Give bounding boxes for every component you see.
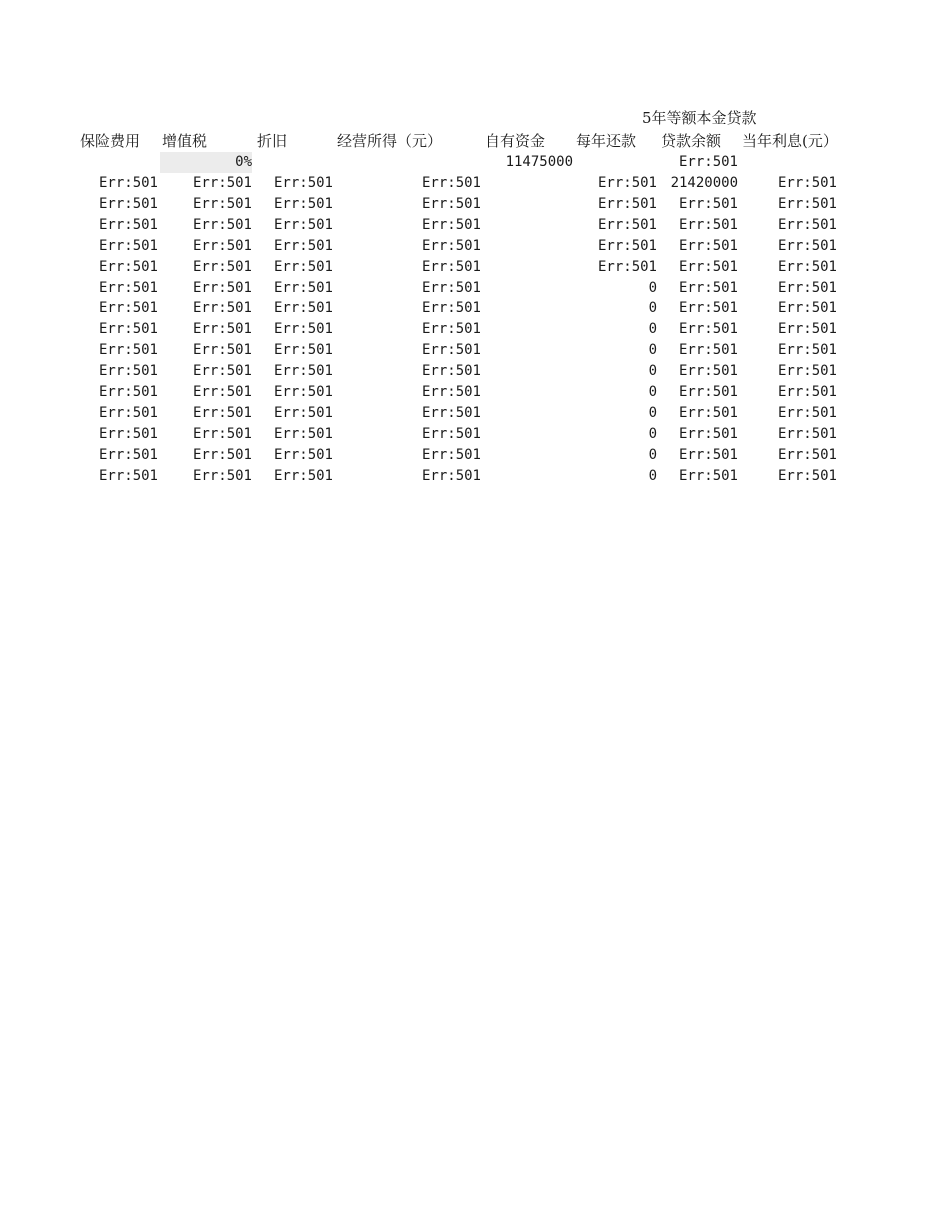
cell-operating-income[interactable]: Err:501 (421, 300, 481, 317)
cell-interest[interactable]: Err:501 (777, 363, 837, 380)
vat-rate-cell[interactable]: 0% (160, 152, 252, 173)
cell-operating-income[interactable]: Err:501 (421, 258, 481, 275)
cell-interest[interactable]: Err:501 (777, 195, 837, 212)
cell-operating-income[interactable]: Err:501 (421, 175, 481, 191)
cell-insurance[interactable]: Err:501 (98, 195, 158, 212)
loan-balance-initial-cell[interactable]: Err:501 (678, 154, 738, 170)
cell-depreciation[interactable]: Err:501 (273, 258, 333, 275)
cell-depreciation[interactable]: Err:501 (273, 425, 333, 442)
header-loan-balance: 贷款余额 (661, 132, 722, 150)
cell-depreciation[interactable]: Err:501 (273, 321, 333, 338)
cell-insurance[interactable]: Err:501 (98, 404, 158, 421)
cell-operating-income[interactable]: Err:501 (421, 237, 481, 254)
cell-annual-repayment[interactable]: 0 (648, 321, 657, 338)
cell-loan-balance[interactable]: Err:501 (678, 342, 738, 359)
own-capital-cell[interactable]: 11475000 (505, 154, 573, 170)
cell-insurance[interactable]: Err:501 (98, 279, 158, 296)
cell-operating-income[interactable]: Err:501 (421, 321, 481, 338)
cell-operating-income[interactable]: Err:501 (421, 404, 481, 421)
cell-annual-repayment[interactable]: Err:501 (597, 258, 657, 275)
cell-insurance[interactable]: Err:501 (98, 237, 158, 254)
cell-operating-income[interactable]: Err:501 (421, 279, 481, 296)
cell-vat[interactable]: Err:501 (192, 321, 252, 338)
cell-operating-income[interactable]: Err:501 (421, 384, 481, 400)
cell-depreciation[interactable]: Err:501 (273, 195, 333, 212)
cell-insurance[interactable]: Err:501 (98, 425, 158, 442)
cell-annual-repayment[interactable]: 0 (648, 363, 657, 380)
cell-annual-repayment[interactable]: 0 (648, 300, 657, 317)
cell-depreciation[interactable]: Err:501 (273, 300, 333, 317)
cell-loan-balance[interactable]: Err:501 (678, 363, 738, 380)
cell-insurance[interactable]: Err:501 (98, 467, 158, 484)
cell-interest[interactable]: Err:501 (777, 237, 837, 254)
cell-insurance[interactable]: Err:501 (98, 446, 158, 463)
cell-operating-income[interactable]: Err:501 (421, 195, 481, 212)
cell-vat[interactable]: Err:501 (192, 425, 252, 442)
cell-insurance[interactable]: Err:501 (98, 363, 158, 380)
cell-annual-repayment[interactable]: Err:501 (597, 237, 657, 254)
cell-vat[interactable]: Err:501 (192, 446, 252, 463)
cell-insurance[interactable]: Err:501 (98, 216, 158, 233)
cell-depreciation[interactable]: Err:501 (273, 404, 333, 421)
header-own-capital: 自有资金 (485, 132, 546, 150)
cell-operating-income[interactable]: Err:501 (421, 446, 481, 463)
cell-vat[interactable]: Err:501 (192, 195, 252, 212)
cell-loan-balance[interactable]: Err:501 (678, 279, 738, 296)
cell-annual-repayment[interactable]: 0 (648, 342, 657, 359)
cell-annual-repayment[interactable]: Err:501 (597, 195, 657, 212)
cell-insurance[interactable]: Err:501 (98, 342, 158, 359)
cell-interest[interactable]: Err:501 (777, 342, 837, 359)
cell-interest[interactable]: Err:501 (777, 425, 837, 442)
cell-annual-repayment[interactable]: Err:501 (597, 175, 657, 191)
cell-annual-repayment[interactable]: 0 (648, 384, 657, 400)
cell-vat[interactable]: Err:501 (192, 467, 252, 484)
cell-loan-balance[interactable]: Err:501 (678, 237, 738, 254)
cell-vat[interactable]: Err:501 (192, 363, 252, 380)
cell-interest[interactable]: Err:501 (777, 384, 837, 400)
cell-vat[interactable]: Err:501 (192, 175, 252, 191)
cell-depreciation[interactable]: Err:501 (273, 216, 333, 233)
cell-vat[interactable]: Err:501 (192, 404, 252, 421)
header-depreciation: 折旧 (257, 132, 288, 150)
cell-vat[interactable]: Err:501 (192, 258, 252, 275)
cell-operating-income[interactable]: Err:501 (421, 342, 481, 359)
cell-depreciation[interactable]: Err:501 (273, 342, 333, 359)
cell-interest[interactable]: Err:501 (777, 300, 837, 317)
cell-vat[interactable]: Err:501 (192, 342, 252, 359)
cell-vat[interactable]: Err:501 (192, 279, 252, 296)
cell-loan-balance[interactable]: Err:501 (678, 216, 738, 233)
cell-operating-income[interactable]: Err:501 (421, 216, 481, 233)
cell-depreciation[interactable]: Err:501 (273, 237, 333, 254)
header-annual-repayment: 每年还款 (576, 132, 637, 150)
cell-annual-repayment[interactable]: 0 (648, 404, 657, 421)
cell-loan-balance[interactable]: Err:501 (678, 321, 738, 338)
loan-group-header: 5年等额本金贷款 (642, 109, 757, 127)
cell-loan-balance[interactable]: Err:501 (678, 404, 738, 421)
cell-vat[interactable]: Err:501 (192, 384, 252, 400)
cell-vat[interactable]: Err:501 (192, 216, 252, 233)
cell-operating-income[interactable]: Err:501 (421, 363, 481, 380)
cell-loan-balance[interactable]: Err:501 (678, 467, 738, 484)
cell-operating-income[interactable]: Err:501 (421, 425, 481, 442)
cell-loan-balance[interactable]: Err:501 (678, 425, 738, 442)
cell-loan-balance[interactable]: Err:501 (678, 446, 738, 463)
cell-insurance[interactable]: Err:501 (98, 258, 158, 275)
cell-vat[interactable]: Err:501 (192, 300, 252, 317)
cell-interest[interactable]: Err:501 (777, 216, 837, 233)
cell-loan-balance[interactable]: 21420000 (670, 175, 738, 191)
cell-annual-repayment[interactable]: 0 (648, 446, 657, 463)
cell-insurance[interactable]: Err:501 (98, 321, 158, 338)
cell-interest[interactable]: Err:501 (777, 404, 837, 421)
cell-annual-repayment[interactable]: 0 (648, 279, 657, 296)
cell-vat[interactable]: Err:501 (192, 237, 252, 254)
cell-loan-balance[interactable]: Err:501 (678, 258, 738, 275)
cell-depreciation[interactable]: Err:501 (273, 384, 333, 400)
cell-depreciation[interactable]: Err:501 (273, 363, 333, 380)
cell-insurance[interactable]: Err:501 (98, 175, 158, 191)
cell-loan-balance[interactable]: Err:501 (678, 195, 738, 212)
header-vat: 增值税 (162, 132, 208, 150)
header-insurance-cost: 保险费用 (80, 132, 141, 150)
cell-interest[interactable]: Err:501 (777, 446, 837, 463)
cell-depreciation[interactable]: Err:501 (273, 175, 333, 191)
header-operating-income: 经营所得（元） (337, 132, 443, 150)
cell-interest[interactable]: Err:501 (777, 321, 837, 338)
cell-annual-repayment[interactable]: 0 (648, 467, 657, 484)
cell-interest[interactable]: Err:501 (777, 467, 837, 484)
cell-insurance[interactable]: Err:501 (98, 300, 158, 317)
cell-annual-repayment[interactable]: 0 (648, 425, 657, 442)
cell-interest[interactable]: Err:501 (777, 258, 837, 275)
cell-loan-balance[interactable]: Err:501 (678, 384, 738, 400)
cell-interest[interactable]: Err:501 (777, 279, 837, 296)
cell-depreciation[interactable]: Err:501 (273, 467, 333, 484)
cell-depreciation[interactable]: Err:501 (273, 446, 333, 463)
cell-operating-income[interactable]: Err:501 (421, 467, 481, 484)
header-interest: 当年利息(元） (742, 132, 838, 150)
cell-loan-balance[interactable]: Err:501 (678, 300, 738, 317)
cell-insurance[interactable]: Err:501 (98, 384, 158, 400)
cell-annual-repayment[interactable]: Err:501 (597, 216, 657, 233)
cell-interest[interactable]: Err:501 (777, 175, 837, 191)
cell-depreciation[interactable]: Err:501 (273, 279, 333, 296)
